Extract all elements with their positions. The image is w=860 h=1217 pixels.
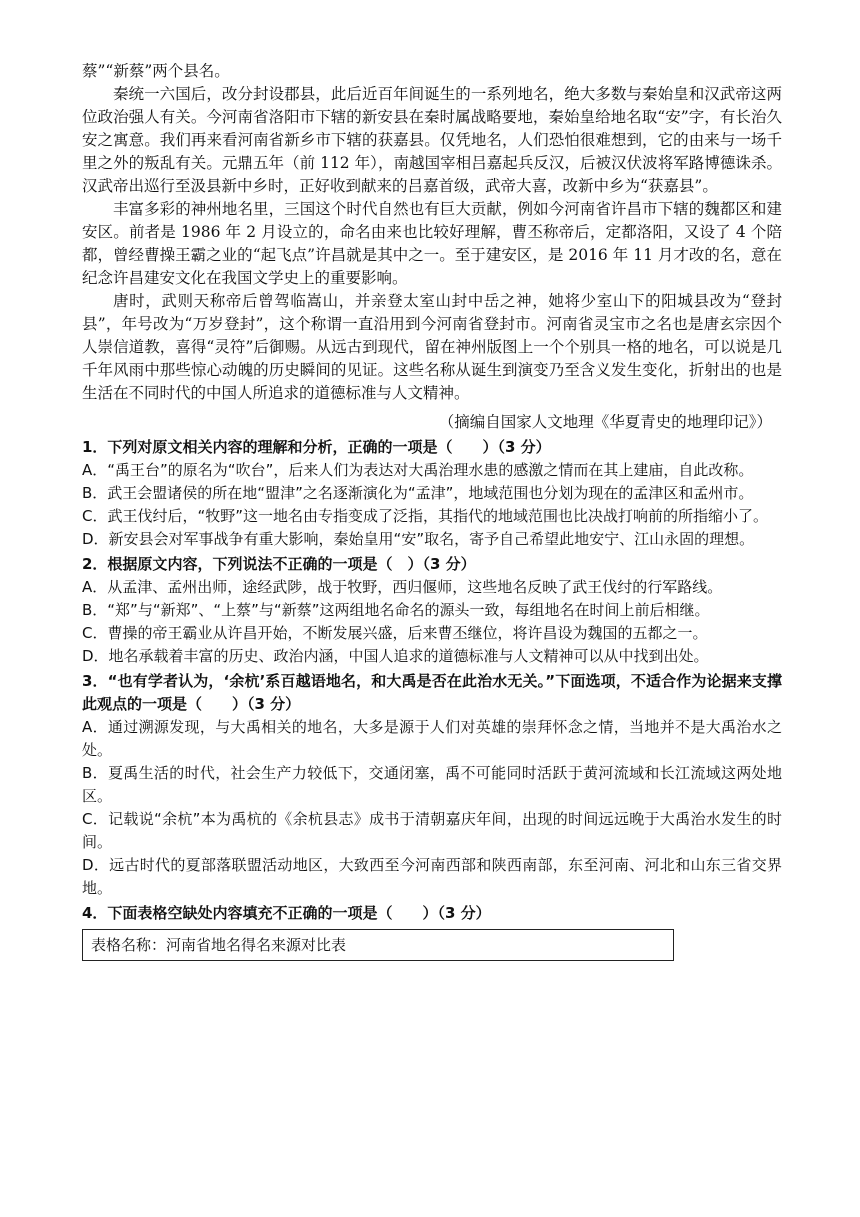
document-page	[82, 60, 782, 961]
question-option: C．记载说“余杭”本为禹杭的《余杭县志》成书于清朝嘉庆年间，出现的时间远远晚于大禹治水发生的时间。	[82, 810, 782, 851]
comparison-table	[82, 929, 674, 961]
question-stem: 4．下面表格空缺处内容填充不正确的一项是（ ）（3 分）	[82, 904, 491, 922]
question-stem: 2．根据原文内容，下列说法不正确的一项是（ ）（3 分）	[82, 555, 476, 573]
question-option: B．武王会盟诸侯的所在地“盟津”之名逐渐演化为“孟津”，地域范围也分划为现在的孟津区和孟州市。	[82, 484, 754, 502]
passage-paragraph: 丰富多彩的神州地名里，三国这个时代自然也有巨大贡献，例如今河南省许昌市下辖的魏都区和建安区。前者是 1986 年 2 月设立的，命名由来也比较好理解，曹丕称帝后，定都洛阳，又设了 4 个陪都，曾经曹操王霸之业的“起飞点”许昌就是其中之一。至于建安区，是 2016 年 11 月才改的名，意在纪念许昌建安文化在我国文学史上的重要影响。	[82, 200, 783, 287]
question-option: A．通过溯源发现，与大禹相关的地名，大多是源于人们对英雄的崇拜怀念之情，当地并不是大禹治水之处。	[82, 718, 782, 759]
passage-paragraph: 唐时，武则天称帝后曾驾临嵩山，并亲登太室山封中岳之神，她将少室山下的阳城县改为“登封县”，年号改为“万岁登封”，这个称谓一直沿用到今河南省登封市。河南省灵宝市之名也是唐玄宗因个人崇信道教，喜得“灵符”后御赐。从远古到现代，留在神州版图上一个个别具一格的地名，可以说是几千年风雨中那些惊心动魄的历史瞬间的见证。这些名称从诞生到演变乃至含义发生变化，折射出的也是生活在不同时代的中国人所追求的道德标准与人文精神。	[82, 292, 782, 402]
table-caption: 表格名称：河南省地名得名来源对比表	[91, 935, 347, 954]
question-option: D．新安县会对军事战争有重大影响，秦始皇用“安”取名，寄予自己希望此地安宁、江山永固的理想。	[82, 530, 755, 548]
question-option: D．远古时代的夏部落联盟活动地区，大致西至今河南西部和陕西南部，东至河南、河北和山东三省交界地。	[82, 856, 782, 897]
question-stem: 1．下列对原文相关内容的理解和分析，正确的一项是（ ）（3 分）	[82, 438, 551, 456]
question-option: B．夏禹生活的时代，社会生产力较低下，交通闭塞，禹不可能同时活跃于黄河流域和长江流域这两处地区。	[82, 764, 782, 805]
question-option: A．从孟津、孟州出师，途经武陟，战于牧野，西归偃师，这些地名反映了武王伐纣的行军路线。	[82, 578, 723, 596]
passage-paragraph: 蔡”“新蔡”两个县名。	[82, 62, 230, 80]
question-option: D．地名承载着丰富的历史、政治内涵，中国人追求的道德标准与人文精神可以从中找到出处。	[82, 647, 709, 665]
question-stem: 3．“也有学者认为，‘余杭’系百越语地名，和大禹是否在此治水无关。”下面选项，不适合作为论据来支撑此观点的一项是（ ）（3 分）	[82, 672, 782, 713]
passage-source: （摘编自国家人文地理《华夏青史的地理印记》）	[438, 413, 772, 431]
question-option: C．曹操的帝王霸业从许昌开始，不断发展兴盛，后来曹丕继位，将许昌设为魏国的五都之一。	[82, 624, 708, 642]
passage-paragraph: 秦统一六国后，改分封设郡县，此后近百年间诞生的一系列地名，绝大多数与秦始皇和汉武帝这两位政治强人有关。今河南省洛阳市下辖的新安县在秦时属战略要地，秦始皇给地名取“安”字，有长治久安之寓意。我们再来看河南省新乡市下辖的获嘉县。仅凭地名，人们恐怕很难想到，它的由来与一场千里之外的叛乱有关。元鼎五年（前 112 年），南越国宰相吕嘉起兵反汉，后被汉伏波将军路博德诛杀。汉武帝出巡行至汲县新中乡时，正好收到献来的吕嘉首级，武帝大喜，改新中乡为“获嘉县”。	[82, 85, 782, 195]
question-option: A．“禹王台”的原名为“吹台”，后来人们为表达对大禹治理水患的感激之情而在其上建庙，自此改称。	[82, 461, 754, 479]
question-option: B．“郑”与“新郑”、“上蔡”与“新蔡”这两组地名命名的源头一致，每组地名在时间上前后相继。	[82, 601, 710, 619]
question-option: C．武王伐纣后，“牧野”这一地名由专指变成了泛指，其指代的地域范围也比决战打响前的所指缩小了。	[82, 507, 769, 525]
